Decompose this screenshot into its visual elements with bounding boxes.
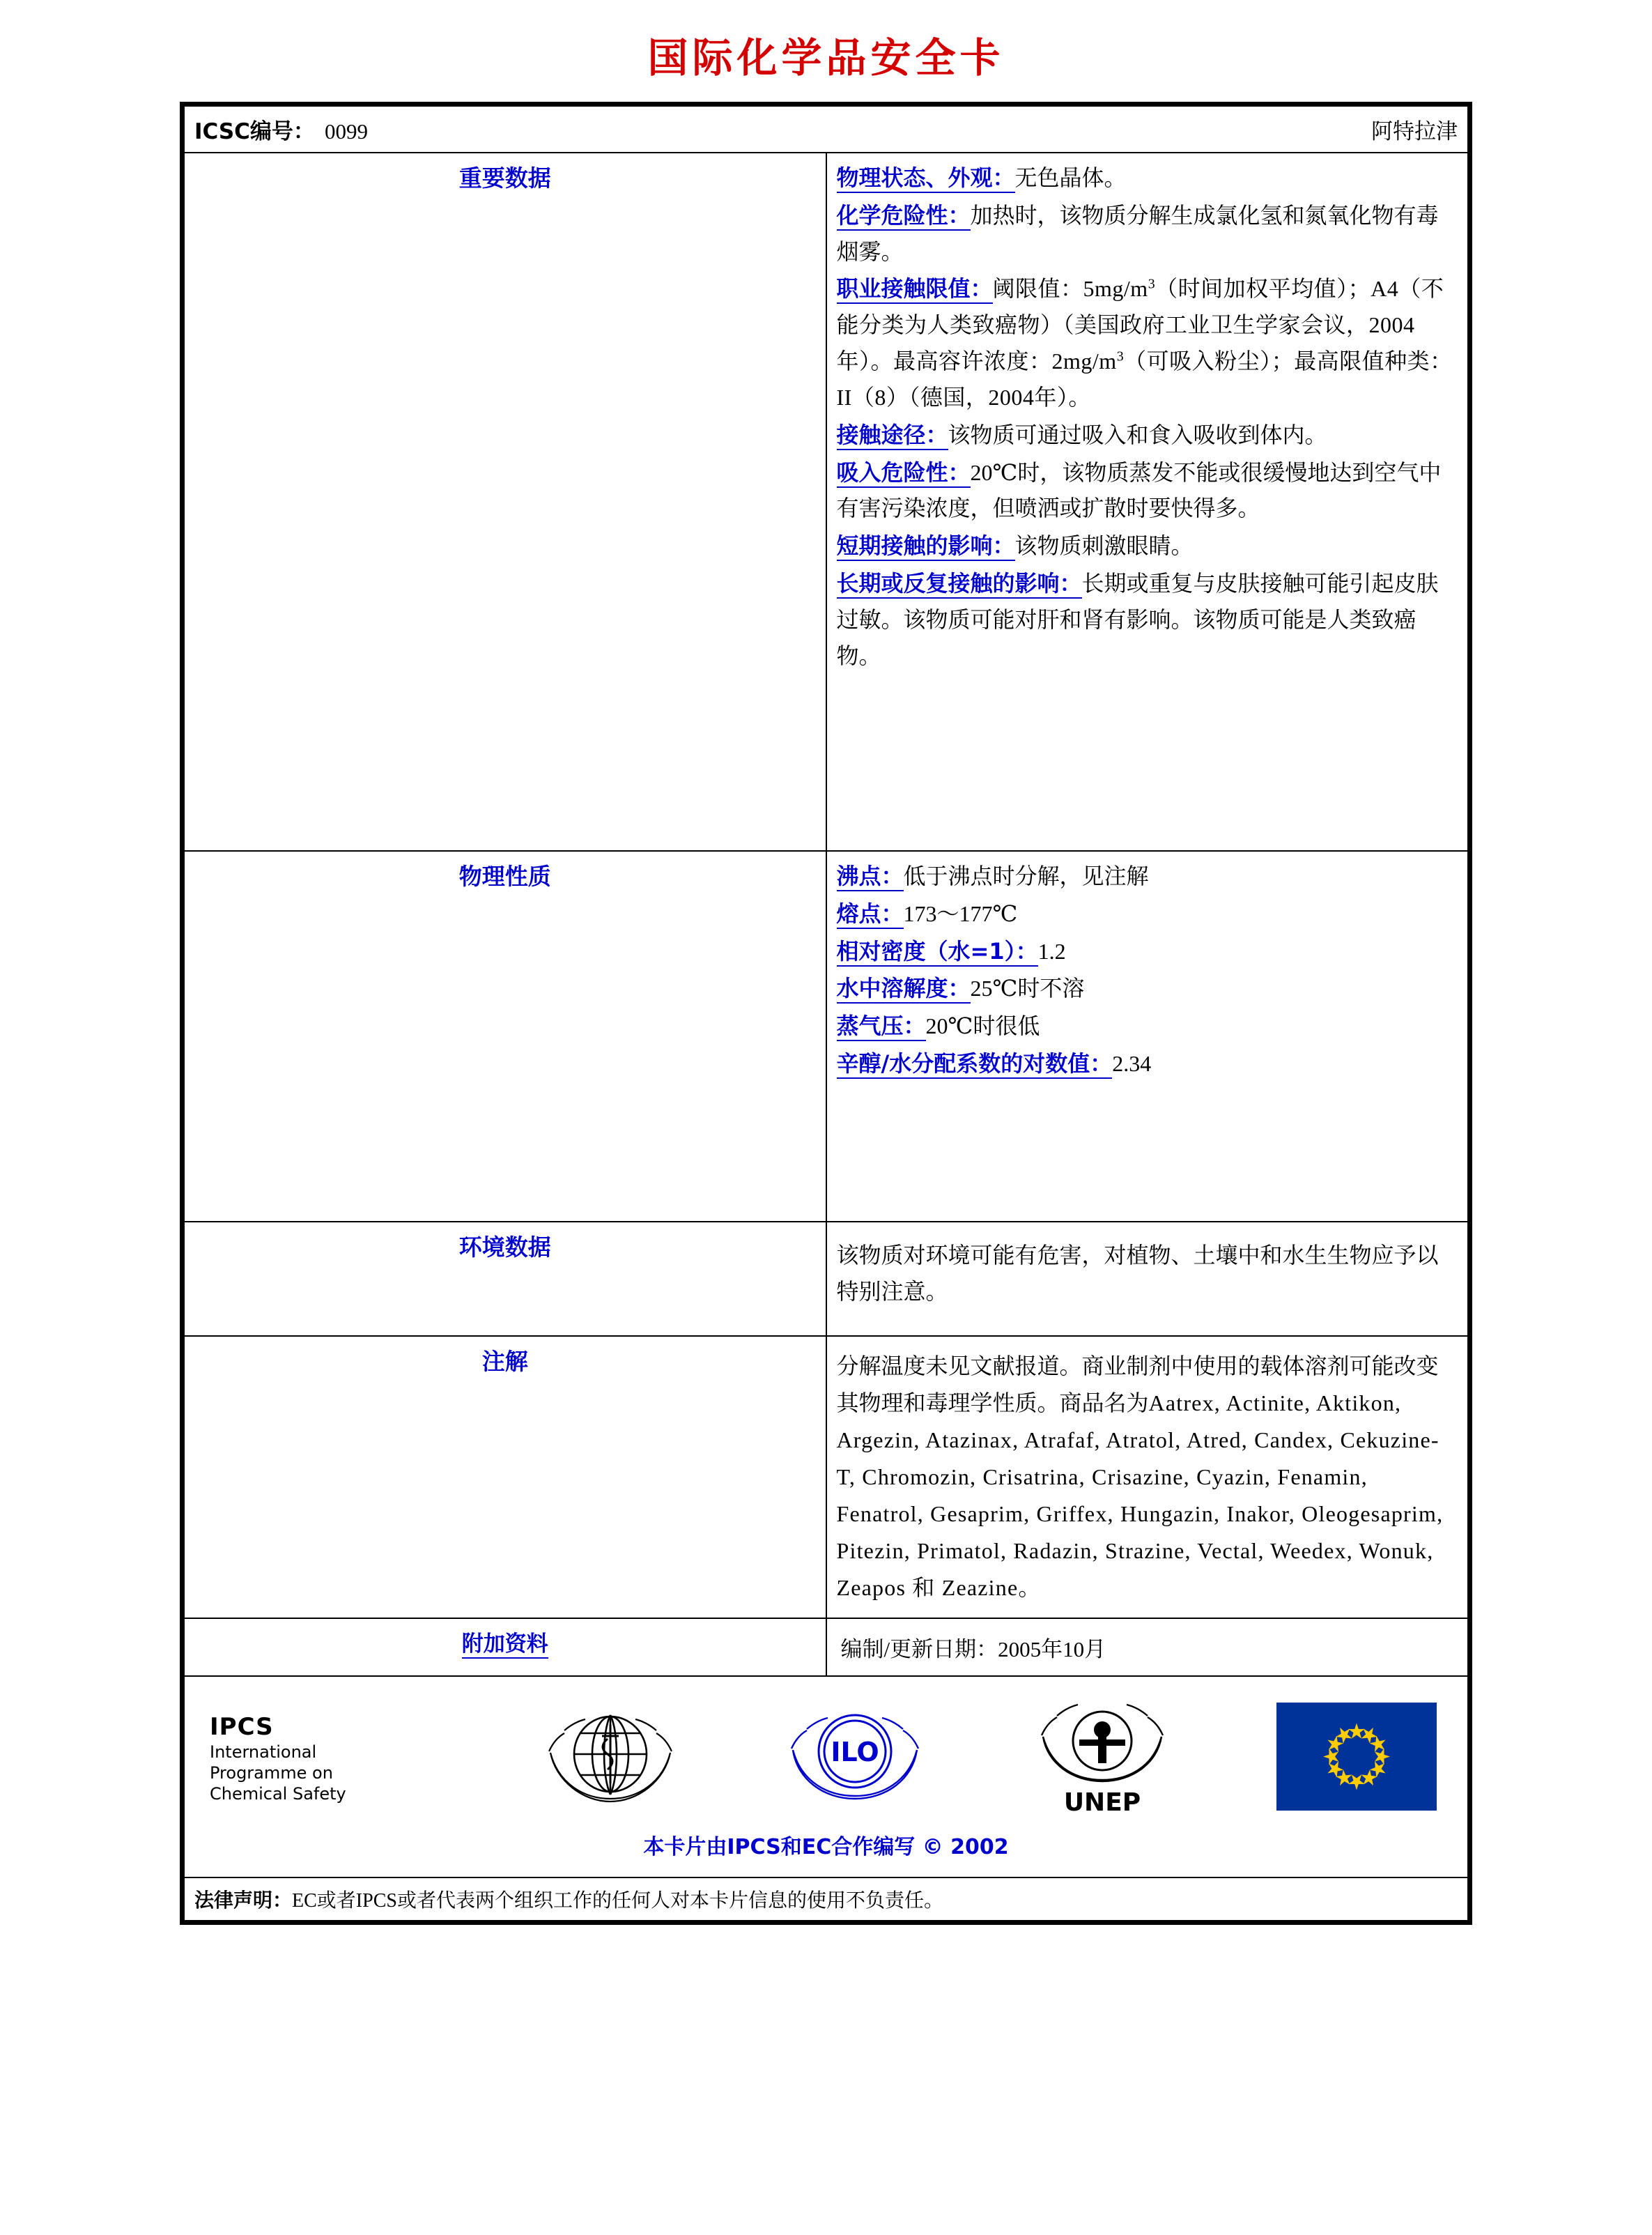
environmental-data-text: 该物质对环境可能有危害，对植物、土壤中和水生生物应予以特别注意。 bbox=[836, 1243, 1439, 1304]
entry-relative-density bbox=[837, 934, 1458, 970]
environmental-data-content bbox=[826, 1222, 1469, 1336]
entry-logpow bbox=[837, 1046, 1458, 1082]
entry-key: 物理状态、外观： bbox=[837, 164, 1015, 193]
notes-label: 注解 bbox=[184, 1336, 826, 1619]
notes-content bbox=[826, 1336, 1469, 1619]
legal-text: EC或者IPCS或者代表两个组织工作的任何人对本卡片信息的使用不负责任。 bbox=[292, 1890, 943, 1912]
entry-key: 职业接触限值： bbox=[837, 275, 993, 304]
ipcs-subtitle-line2: Programme on bbox=[210, 1763, 333, 1783]
physical-properties-row bbox=[184, 851, 1468, 1222]
entry-occupational-limits bbox=[837, 271, 1458, 415]
notes-intro-text: 分解温度未见文献报道。商业制剂中使用的载体溶剂可能改变其物理和毒理学性质。商品名为 bbox=[836, 1353, 1439, 1415]
notes-row bbox=[184, 1336, 1468, 1619]
entry-value: 阈限值：$5mg/m^3$（时间加权平均值）；A4（不能分类为人类致癌物）（美国政府工业卫生学家会议，2004年）。最高容许浓度：$2mg/m^3$（可吸入粉尘）；最高限值种类：II（8）（德国，2004年）。 bbox=[836, 276, 1453, 410]
important-data-content bbox=[826, 153, 1469, 851]
entry-key: 蒸气压： bbox=[837, 1013, 926, 1041]
entry-key: 水中溶解度： bbox=[837, 975, 971, 1004]
entry-value: 无色晶体。 bbox=[1014, 165, 1127, 190]
additional-info-text: 编制/更新日期：2005年10月 bbox=[840, 1637, 1106, 1662]
who-logo bbox=[541, 1697, 680, 1819]
ilo-logo bbox=[782, 1697, 928, 1819]
entry-vapour-pressure bbox=[837, 1008, 1458, 1045]
entry-inhalation-risk bbox=[837, 455, 1458, 528]
entry-physical-state bbox=[837, 160, 1458, 197]
ipcs-subtitle-line1: International bbox=[210, 1742, 317, 1762]
svg-text:ILO: ILO bbox=[830, 1737, 879, 1768]
legal-row bbox=[184, 1877, 1468, 1921]
additional-info-label-cell bbox=[184, 1618, 826, 1676]
entry-value: 低于沸点时分解，见注解 bbox=[903, 863, 1149, 889]
additional-info-row bbox=[184, 1618, 1468, 1676]
entry-water-solubility bbox=[837, 971, 1458, 1007]
entry-key: 接触途径： bbox=[837, 422, 948, 450]
eu-flag bbox=[1276, 1703, 1437, 1814]
entry-key: 短期接触的影响： bbox=[837, 532, 1015, 561]
entry-short-term-effects bbox=[837, 528, 1458, 564]
cooperation-note: 本卡片由IPCS和EC合作编写 © 2002 bbox=[643, 1835, 1009, 1860]
entry-key: 化学危险性： bbox=[837, 202, 971, 231]
entry-key: 相对密度（水=1）： bbox=[837, 938, 1038, 967]
unep-logo bbox=[1029, 1693, 1175, 1822]
entry-key: 沸点： bbox=[837, 863, 904, 891]
entry-key: 辛醇/水分配系数的对数值： bbox=[837, 1050, 1113, 1079]
environmental-data-label: 环境数据 bbox=[184, 1222, 826, 1336]
entry-key: 熔点： bbox=[837, 900, 904, 929]
ipcs-name: IPCS bbox=[210, 1712, 274, 1741]
entry-value: 173～177℃ bbox=[903, 900, 1018, 926]
entry-value: 长期或重复与皮肤接触可能引起皮肤过敏。该物质可能对肝和肾有影响。该物质可能是人类致癌物。 bbox=[836, 571, 1439, 668]
entry-value: 该物质可通过吸入和食入吸收到体内。 bbox=[948, 422, 1327, 447]
notes-trade-names: Aatrex, Actinite, Aktikon, Argezin, Atazinax, Atrafaf, Atratol, Atred, Candex, Cekuzine-T, Chromozin, Crisatrina, Crisazine, Cyazin, Fenamin, Fenatrol, Gesaprim, Griffex, Hungazin, Inakor, Oleogesaprim, Pitezin, Primatol, Radazin, Strazine, Vectal, Weedex, Wonuk, Zeapos 和 Zeazine。 bbox=[836, 1390, 1444, 1601]
icsc-table bbox=[183, 105, 1469, 1921]
ipcs-subtitle-line3: Chemical Safety bbox=[210, 1784, 346, 1804]
icsc-number-label: ICSC编号： bbox=[194, 119, 315, 144]
important-data-row bbox=[184, 153, 1468, 851]
additional-info-content bbox=[826, 1618, 1469, 1676]
ipcs-block bbox=[210, 1712, 440, 1805]
entry-value: 20℃时，该物质蒸发不能或很缓慢地达到空气中有害污染浓度，但喷洒或扩散时要快得多。 bbox=[836, 459, 1442, 521]
important-data-label: 重要数据 bbox=[184, 153, 826, 851]
unep-label: UNEP bbox=[1063, 1788, 1141, 1818]
entry-chemical-danger bbox=[837, 198, 1458, 270]
entry-value: 该物质刺激眼睛。 bbox=[1014, 533, 1194, 559]
entry-exposure-routes bbox=[837, 417, 1458, 454]
entry-key: 吸入危险性： bbox=[837, 459, 971, 488]
icsc-card bbox=[180, 102, 1472, 1925]
logos-row bbox=[184, 1676, 1468, 1877]
entry-value: 20℃时很低 bbox=[925, 1013, 1040, 1039]
logos-cell bbox=[184, 1676, 1468, 1877]
additional-info-label: 附加资料 bbox=[462, 1626, 548, 1659]
page-title: 国际化学品安全卡 bbox=[647, 34, 1005, 82]
card-header-row bbox=[184, 106, 1468, 153]
entry-key: 长期或反复接触的影响： bbox=[837, 570, 1082, 599]
entry-boiling-point bbox=[837, 859, 1458, 895]
legal-label: 法律声明： bbox=[194, 1889, 293, 1912]
entry-value: 25℃时不溶 bbox=[970, 976, 1085, 1001]
environmental-data-row bbox=[184, 1222, 1468, 1336]
card-header-cell bbox=[184, 106, 1468, 153]
entry-value: 加热时，该物质分解生成氯化氢和氮氧化物有毒烟雾。 bbox=[836, 202, 1439, 264]
safety-card-page bbox=[0, 25, 1652, 2235]
chemical-name: 阿特拉津 bbox=[1371, 119, 1458, 144]
entry-value: 1.2 bbox=[1037, 938, 1066, 964]
icsc-number-value: 0099 bbox=[324, 119, 368, 144]
physical-properties-label: 物理性质 bbox=[184, 851, 826, 1222]
entry-value: 2.34 bbox=[1112, 1051, 1152, 1077]
physical-properties-content bbox=[826, 851, 1469, 1222]
entry-melting-point bbox=[837, 896, 1458, 932]
entry-long-term-effects bbox=[837, 566, 1458, 674]
legal-cell bbox=[184, 1877, 1468, 1921]
